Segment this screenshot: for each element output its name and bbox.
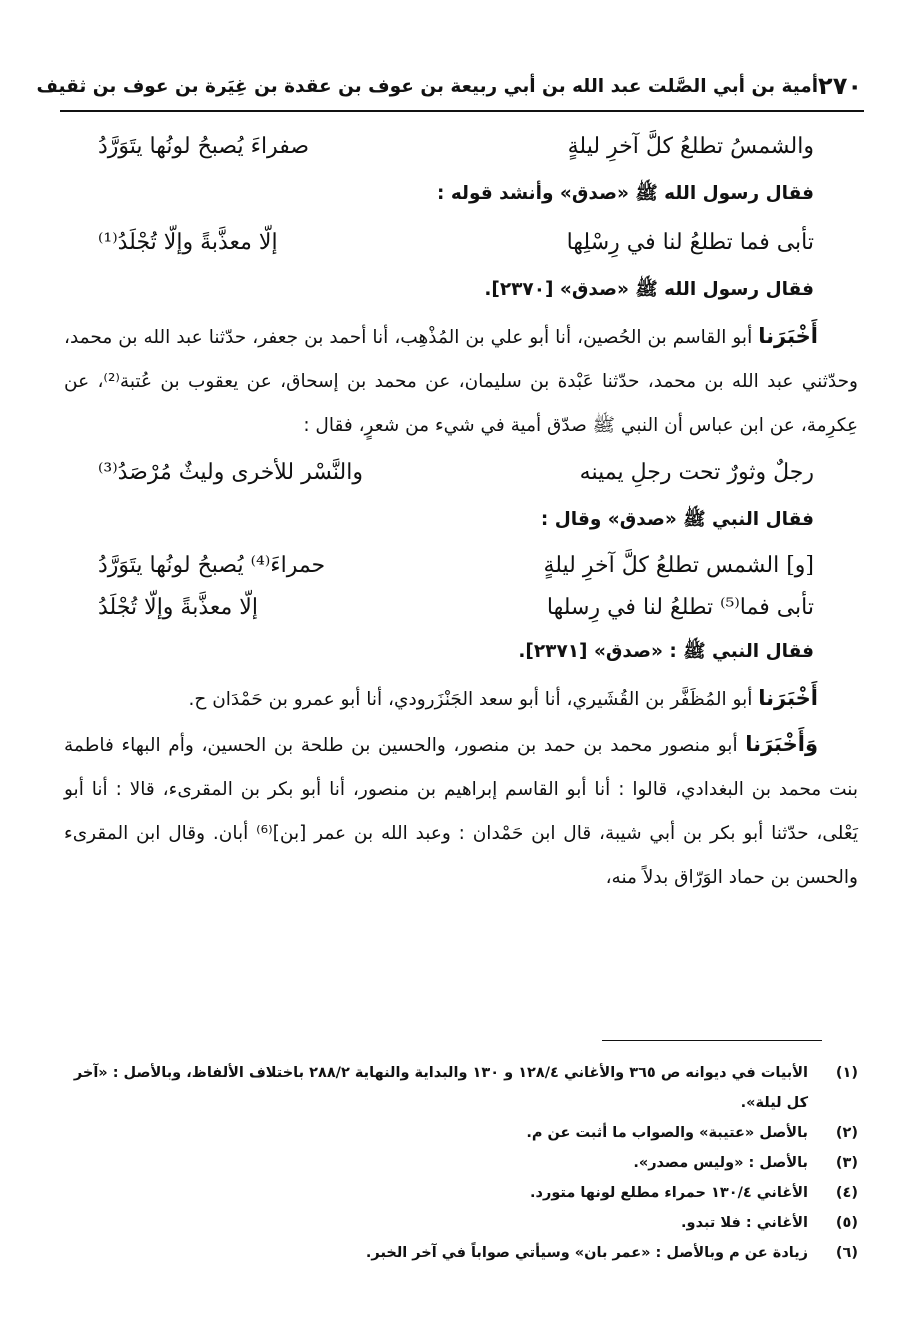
verse-second-half: حمراءَ⁽⁴⁾ يُصبحُ لونُها يتَوَرَّدُ	[98, 552, 326, 578]
hadith-paragraph	[64, 314, 858, 448]
verse-line	[64, 122, 858, 170]
footnote-number: (٥)	[835, 1215, 858, 1231]
verse-line	[64, 448, 858, 496]
footnote	[64, 1058, 858, 1118]
footnote-number: (٣)	[835, 1155, 858, 1171]
narration-line: فقال رسول الله ﷺ «صدق» [٢٣٧٠].	[484, 279, 814, 300]
verse-second-half: والنَّسْر للأخرى وليثٌ مُرْصَدُ⁽³⁾	[98, 459, 363, 485]
footnote-text: الأغاني : فلا تبدو.	[681, 1215, 808, 1231]
footnote	[64, 1208, 858, 1238]
footnote-number: (١)	[835, 1065, 858, 1081]
narration-line: فقال النبي ﷺ «صدق» وقال :	[540, 509, 814, 530]
hadith-paragraph	[64, 676, 858, 722]
paragraph-text: أبو المُظَفَّر بن القُشَيري، أنا أبو سعد الجَنْزَرودي، أنا أبو عمرو بن حَمْدَان ح.	[188, 689, 759, 710]
footnote	[64, 1178, 858, 1208]
verse-first-half: تأبى فما تطلعُ لنا في رِسْلِها	[566, 229, 814, 255]
verse-line	[64, 586, 858, 628]
paragraph-keyword: وَأَخْبَرَنا	[745, 732, 818, 756]
verse-first-half: [و] الشمس تطلعُ كلَّ آخرِ ليلةٍ	[543, 552, 814, 578]
verse-first-half: تأبى فما⁽⁵⁾ تطلعُ لنا في رِسلها	[546, 594, 814, 620]
page-number: ٢٧٠	[818, 72, 862, 100]
footnote-number: (٢)	[835, 1125, 858, 1141]
footnote-number: (٦)	[835, 1245, 858, 1261]
footnote-text: زيادة عن م وبالأصل : «عمر بان» وسيأتي صواباً في آخر الخبر.	[365, 1245, 808, 1261]
hadith-paragraph	[64, 722, 858, 900]
page-header	[36, 66, 862, 106]
footnote	[64, 1118, 858, 1148]
paragraph-keyword: أَخْبَرَنا	[758, 686, 818, 710]
narration-line: فقال رسول الله ﷺ «صدق» وأنشد قوله :	[437, 183, 814, 204]
paragraph-text: أبو القاسم بن الحُصين، أنا أبو علي بن المُذْهِب، أنا أحمد بن جعفر، حدّثنا عبد الله بن محمد، وحدّثني عبد الله بن محمد، حدّثنا عَبْدة بن سليمان، عن محمد بن إسحاق، عن يعقوب بن عُتبة⁽²⁾، عن عِكرِمة، عن ابن عباس أن النبي ﷺ صدّق أمية في شيء من شعرٍ، فقال :	[64, 327, 858, 436]
footnote-text: الأغاني ١٣٠/٤ حمراء مطلع لونها متورد.	[530, 1185, 808, 1201]
footnote-text: بالأصل : «وليس مصدر».	[633, 1155, 808, 1171]
main-text	[64, 122, 858, 900]
footnote-text: بالأصل «عتيبة» والصواب ما أثبت عن م.	[526, 1125, 808, 1141]
verse-second-half: صفراءَ يُصبحُ لونُها يتَوَرَّدُ	[98, 133, 310, 159]
paragraph-keyword: أَخْبَرَنا	[758, 324, 818, 348]
footnote-number: (٤)	[835, 1185, 858, 1201]
verse-line	[64, 218, 858, 266]
verse-line	[64, 544, 858, 586]
verse-second-half: إلّا معذَّبةً وإلّا تُجْلَدُ	[98, 594, 258, 620]
footnote-text: الأبيات في ديوانه ص ٣٦٥ والأغاني ١٢٨/٤ و ١٣٠ والبداية والنهاية ٢٨٨/٢ باختلاف الألفاظ، وبالأصل : «آخر كل ليلة».	[73, 1065, 808, 1111]
header-divider	[60, 110, 864, 112]
running-title: أمية بن أبي الصَّلت عبد الله بن أبي ربيعة بن عوف بن عقدة بن غِيَرة بن عوف بن ثقيف	[36, 75, 819, 97]
footnote-divider	[602, 1040, 822, 1041]
verse-first-half: رجلٌ وثورٌ تحت رجلِ يمينه	[579, 459, 814, 485]
paragraph-text: أبو منصور محمد بن حمد بن منصور، والحسين بن طلحة بن الحسين، وأم البهاء فاطمة بنت محمد بن البغدادي، قالوا : أنا أبو القاسم إبراهيم بن منصور، أنا أبو بكر بن المقرىء، قالا : أنا أبو يَعْلى، حدّثنا أبو بكر بن أبي شيبة، قال ابن حَمْدان : وعبد الله بن عمر [بن]⁽⁶⁾ أبان. وقال ابن المقرىء والحسن بن حماد الوَرّاق بدلاً منه،	[64, 735, 858, 888]
footnotes	[64, 1058, 858, 1268]
narration-line: فقال النبي ﷺ : «صدق» [٢٣٧١].	[518, 641, 814, 662]
footnote	[64, 1148, 858, 1178]
footnote	[64, 1238, 858, 1268]
verse-second-half: إلّا معذَّبةً وإلّا تُجْلَدُ⁽¹⁾	[98, 229, 278, 255]
verse-first-half: والشمسُ تطلعُ كلَّ آخرِ ليلةٍ	[567, 133, 814, 159]
